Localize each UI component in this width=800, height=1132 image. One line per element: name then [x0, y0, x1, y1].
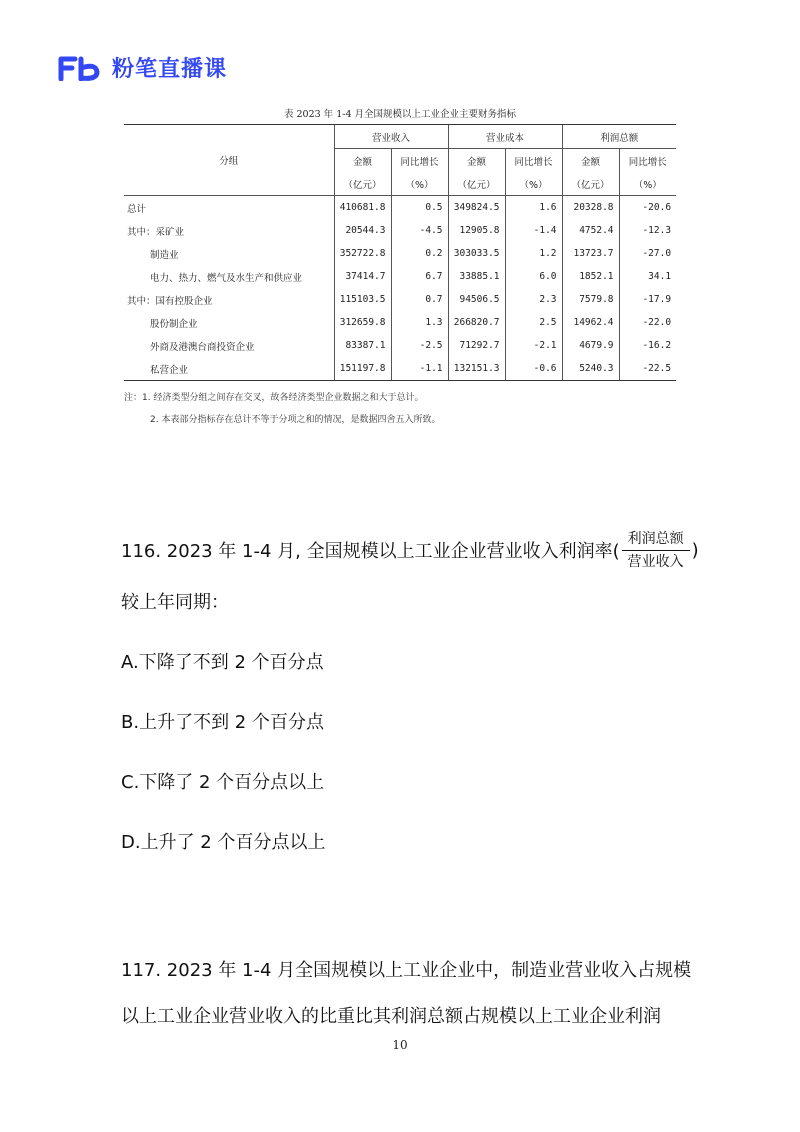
- table-row: [124, 357, 676, 381]
- col-group-revenue: 营业收入: [334, 125, 448, 149]
- table-cell: -2.5: [391, 334, 448, 357]
- table-cell: 1.2: [505, 242, 562, 265]
- question-text: 116. 2023 年 1-4 月, 全国规模以上工业企业营业收入利润率(: [121, 541, 620, 562]
- row-label: 总计: [127, 203, 147, 215]
- page-number: 10: [392, 1038, 408, 1052]
- table-cell: -4.5: [391, 219, 448, 242]
- fraction-numerator: 利润总额: [627, 530, 684, 547]
- table-cell: -16.2: [619, 334, 676, 357]
- table-cell: 83387.1: [334, 334, 391, 357]
- option-a: A.下降了不到 2 个百分点: [121, 652, 324, 673]
- table-cell: 37414.7: [334, 265, 391, 288]
- unit-header: （亿元）: [562, 172, 619, 196]
- table-cell: 2.3: [505, 288, 562, 311]
- table-cell: 71292.7: [448, 334, 505, 357]
- table-cell: 20544.3: [334, 219, 391, 242]
- row-label: 外商及港澳台商投资企业: [150, 341, 255, 353]
- row-label: 其中：采矿业: [127, 226, 185, 238]
- financial-table: [124, 124, 676, 381]
- table-cell: -12.3: [619, 219, 676, 242]
- table-cell: 303033.5: [448, 242, 505, 265]
- table-cell: 12905.8: [448, 219, 505, 242]
- table-cell: 6.7: [391, 265, 448, 288]
- table-cell: 312659.8: [334, 311, 391, 334]
- table-row: [124, 334, 676, 357]
- table-row: [124, 311, 676, 334]
- table-cell: 20328.8: [562, 196, 619, 220]
- table-cell: 151197.8: [334, 357, 391, 381]
- option-c: C.下降了 2 个百分点以上: [121, 772, 325, 793]
- table-cell: 33885.1: [448, 265, 505, 288]
- table-title: 表 2023 年 1-4 月全国规模以上工业企业主要财务指标: [283, 109, 517, 120]
- table-cell: -22.5: [619, 357, 676, 381]
- question-text: 117. 2023 年 1-4 月全国规模以上工业企业中，制造业营业收入占规模: [121, 960, 692, 981]
- group-header: 分组: [124, 125, 334, 196]
- question-text-close: ): [691, 539, 699, 561]
- question-text-line2: 较上年同期：: [121, 592, 229, 613]
- table-cell: 1.3: [391, 311, 448, 334]
- table-cell: -20.6: [619, 196, 676, 220]
- sub-header: 同比增长: [391, 149, 448, 173]
- table-row: [124, 196, 676, 220]
- question-116: [121, 520, 701, 614]
- fb-logo-icon: [58, 55, 104, 81]
- financial-table-block: [124, 106, 676, 431]
- table-cell: 34.1: [619, 265, 676, 288]
- row-label: 制造业: [150, 249, 179, 261]
- table-cell: -0.6: [505, 357, 562, 381]
- table-cell: 1.6: [505, 196, 562, 220]
- unit-header: （亿元）: [448, 172, 505, 196]
- row-label: 私营企业: [124, 357, 334, 381]
- table-row: [124, 288, 676, 311]
- table-cell: 13723.7: [562, 242, 619, 265]
- col-group-cost: 营业成本: [448, 125, 562, 149]
- table-cell: 0.5: [391, 196, 448, 220]
- col-group-profit: 利润总额: [562, 125, 676, 149]
- question-text: 以上工业企业营业收入的比重比其利润总额占规模以上工业企业利润: [121, 1006, 661, 1027]
- sub-header: 同比增长: [505, 149, 562, 173]
- sub-header: 金额: [334, 149, 391, 173]
- table-cell: 1852.1: [562, 265, 619, 288]
- table-cell: -17.9: [619, 288, 676, 311]
- table-cell: 132151.3: [448, 357, 505, 381]
- option-b: B.上升了不到 2 个百分点: [121, 712, 324, 733]
- unit-header: （%）: [619, 172, 676, 196]
- table-cell: 115103.5: [334, 288, 391, 311]
- fraction: [622, 532, 690, 569]
- table-cell: -1.4: [505, 219, 562, 242]
- table-cell: 352722.8: [334, 242, 391, 265]
- table-cell: 410681.8: [334, 196, 391, 220]
- table-note: 2. 本表部分指标存在总计不等于分项之和的情况，是数据四舍五入所致。: [150, 415, 441, 425]
- question-117: [121, 948, 696, 1040]
- table-cell: 5240.3: [562, 357, 619, 381]
- unit-header: （亿元）: [334, 172, 391, 196]
- table-cell: 0.2: [391, 242, 448, 265]
- table-cell: 266820.7: [448, 311, 505, 334]
- table-row: [124, 219, 676, 242]
- table-cell: 94506.5: [448, 288, 505, 311]
- table-cell: 6.0: [505, 265, 562, 288]
- unit-header: （%）: [505, 172, 562, 196]
- table-cell: -1.1: [391, 357, 448, 381]
- row-label: 股份制企业: [150, 318, 198, 330]
- fraction-denominator: 营业收入: [622, 550, 690, 569]
- table-row: [124, 242, 676, 265]
- table-cell: 14962.4: [562, 311, 619, 334]
- table-cell: 4752.4: [562, 219, 619, 242]
- unit-header: （%）: [391, 172, 448, 196]
- row-label: 其中：国有控股企业: [127, 295, 213, 307]
- option-d: D.上升了 2 个百分点以上: [121, 832, 326, 853]
- sub-header: 金额: [448, 149, 505, 173]
- table-cell: -27.0: [619, 242, 676, 265]
- table-cell: -2.1: [505, 334, 562, 357]
- table-notes: [124, 387, 676, 431]
- row-label: 电力、热力、燃气及水生产和供应业: [150, 272, 303, 284]
- sub-header: 同比增长: [619, 149, 676, 173]
- table-cell: 7579.8: [562, 288, 619, 311]
- logo-text: 粉笔直播课: [112, 57, 228, 82]
- brand-logo: [58, 52, 227, 83]
- table-cell: 0.7: [391, 288, 448, 311]
- table-cell: 4679.9: [562, 334, 619, 357]
- table-row: [124, 265, 676, 288]
- sub-header: 金额: [562, 149, 619, 173]
- table-cell: 349824.5: [448, 196, 505, 220]
- table-note: 注：1. 经济类型分组之间存在交叉，故各经济类型企业数据之和大于总计。: [124, 393, 424, 403]
- table-cell: 2.5: [505, 311, 562, 334]
- table-cell: -22.0: [619, 311, 676, 334]
